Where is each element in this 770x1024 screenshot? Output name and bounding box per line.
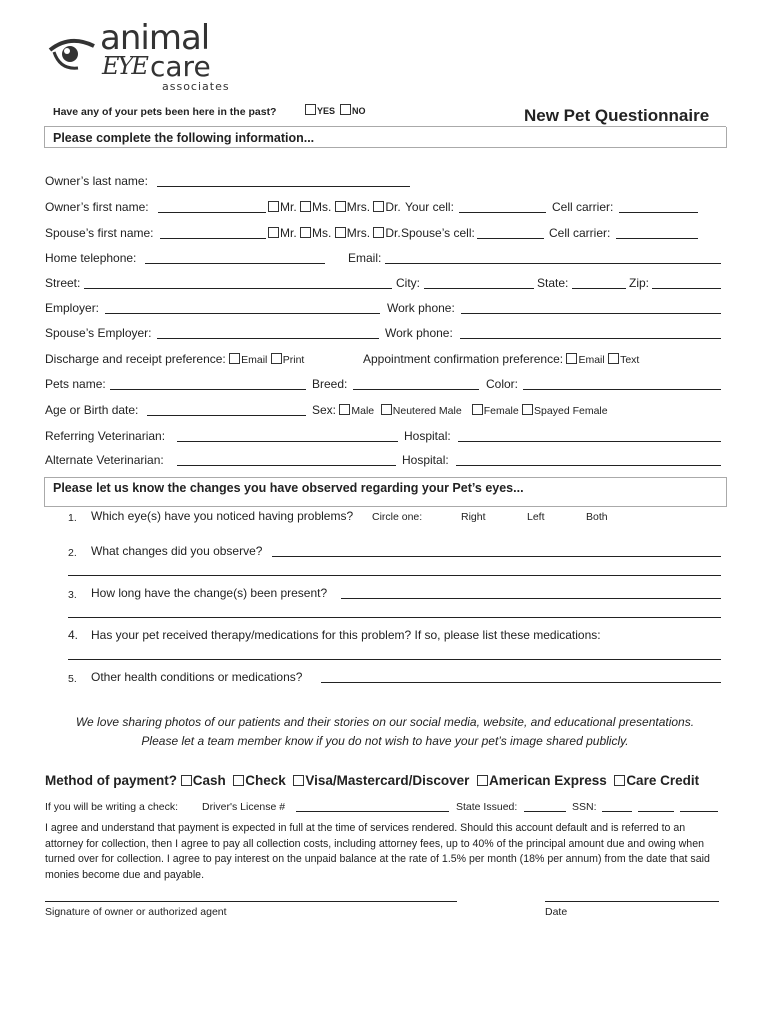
color-field[interactable]: [523, 389, 721, 390]
state-issued-label: State Issued:: [456, 801, 518, 813]
ms-checkbox[interactable]: [300, 201, 311, 212]
q1-number: 1.: [68, 512, 77, 524]
no-label: NO: [352, 106, 366, 116]
logo-associates: associates: [162, 80, 230, 93]
email-label: Email:: [348, 251, 382, 265]
state-issued-field[interactable]: [524, 811, 566, 812]
breed-field[interactable]: [353, 389, 479, 390]
mr-checkbox[interactable]: [268, 201, 279, 212]
spouse-work-phone-field[interactable]: [460, 338, 721, 339]
ssn-field-2[interactable]: [638, 811, 674, 812]
q5-text: Other health conditions or medications?: [91, 670, 303, 684]
eyes-heading: Please let us know the changes you have observed regarding your Pet’s eyes...: [53, 481, 524, 495]
referring-vet-field[interactable]: [177, 441, 398, 442]
photos-note-line-2: Please let a team member know if you do not wish to have your pet’s image shared publicly.: [141, 734, 629, 748]
eye-logo-icon: [48, 36, 98, 72]
ssn-label: SSN:: [572, 801, 597, 813]
owner-first-name-field[interactable]: [158, 212, 266, 213]
ssn-field-1[interactable]: [602, 811, 632, 812]
breed-label: Breed:: [312, 377, 348, 391]
spouse-ms-checkbox[interactable]: [300, 227, 311, 238]
spouse-first-name-label: Spouse’s first name:: [45, 226, 154, 240]
pets-name-field[interactable]: [110, 389, 306, 390]
female-checkbox[interactable]: [472, 404, 483, 415]
owner-last-name-label: Owner’s last name:: [45, 174, 148, 188]
spouse-work-phone-label: Work phone:: [385, 326, 453, 340]
spouse-cell-carrier-label: Cell carrier:: [549, 226, 611, 240]
q5-field[interactable]: [321, 682, 721, 683]
q4-text: Has your pet received therapy/medications for this problem? If so, please list these medications:: [91, 628, 601, 642]
your-cell-field[interactable]: [459, 212, 546, 213]
past-visit-question: Have any of your pets been here in the past?: [53, 106, 277, 118]
discharge-preference: Discharge and receipt preference: Email Print: [45, 352, 305, 366]
sex-options: Sex: Male Neutered Male Female Spayed Female: [312, 403, 608, 417]
q3-field-2[interactable]: [68, 617, 721, 618]
male-checkbox[interactable]: [339, 404, 350, 415]
ssn-field-3[interactable]: [680, 811, 718, 812]
state-field[interactable]: [572, 288, 626, 289]
age-label: Age or Birth date:: [45, 403, 139, 417]
spouse-cell-label: Spouse’s cell:: [401, 226, 475, 240]
zip-label: Zip:: [629, 276, 650, 290]
discharge-email-checkbox[interactable]: [229, 353, 240, 364]
q2-field-2[interactable]: [68, 575, 721, 576]
photos-note: [40, 713, 730, 751]
photos-note-line-1: We love sharing photos of our patients and their stories on our social media, website, and educational presentations.: [75, 715, 695, 729]
color-label: Color:: [486, 377, 519, 391]
alternate-vet-field[interactable]: [177, 465, 396, 466]
zip-field[interactable]: [652, 288, 721, 289]
employer-field[interactable]: [105, 313, 380, 314]
q2-field-1[interactable]: [272, 556, 721, 557]
q1-left-option[interactable]: Left: [527, 511, 545, 523]
logo-care: care: [150, 50, 211, 83]
work-phone-field[interactable]: [461, 313, 721, 314]
license-label: Driver's License #: [202, 801, 286, 813]
date-label: Date: [545, 906, 568, 918]
q5-number: 5.: [68, 673, 77, 685]
state-label: State:: [537, 276, 569, 290]
no-checkbox[interactable]: [340, 104, 351, 115]
payment-agreement: I agree and understand that payment is expected in full at the time of services rendered. Should this account default and is referred to an attorney for collection, then I agree to pay all collection costs, including attorney fees, up to 40% of the principal amount due and owing when turned over for collection. I agree to pay interest on the unpaid balance at the rate of 1.5% per month (18% per annum) from the date that said monies become due and payable.: [45, 822, 710, 881]
q1-right-option[interactable]: Right: [461, 511, 486, 523]
signature-label: Signature of owner or authorized agent: [45, 906, 227, 918]
q3-field-1[interactable]: [341, 598, 721, 599]
yes-label: YES: [317, 106, 336, 116]
q1-circle-one: Circle one:: [372, 511, 423, 523]
appointment-preference: Appointment confirmation preference: Email Text: [363, 352, 640, 366]
q4-field[interactable]: [68, 659, 721, 660]
instruction-text: Please complete the following information...: [53, 131, 315, 145]
alternate-hospital-field[interactable]: [456, 465, 721, 466]
amex-checkbox[interactable]: [477, 775, 488, 786]
q4-number: 4.: [68, 628, 79, 642]
check-checkbox[interactable]: [233, 775, 244, 786]
q3-text: How long have the change(s) been present?: [91, 586, 328, 600]
signature-field[interactable]: [45, 901, 457, 902]
cell-carrier-field[interactable]: [619, 212, 698, 213]
logo: [48, 18, 230, 94]
q2-text: What changes did you observe?: [91, 544, 263, 558]
payment-methods: Method of payment? Cash Check Visa/Mastercard/Discover American Express Care Credit: [45, 773, 700, 788]
spouse-dr-checkbox[interactable]: [373, 227, 384, 238]
email-field[interactable]: [385, 263, 721, 264]
owner-title-options: Mr. Ms. Mrs. Dr.: [268, 200, 401, 214]
employer-label: Employer:: [45, 301, 100, 315]
alternate-vet-label: Alternate Veterinarian:: [45, 453, 164, 467]
owner-first-name-label: Owner’s first name:: [45, 200, 149, 214]
appt-text-checkbox[interactable]: [608, 353, 619, 364]
cash-checkbox[interactable]: [181, 775, 192, 786]
dr-checkbox[interactable]: [373, 201, 384, 212]
spayed-checkbox[interactable]: [522, 404, 533, 415]
spouse-employer-label: Spouse’s Employer:: [45, 326, 152, 340]
age-field[interactable]: [147, 415, 306, 416]
appt-email-checkbox[interactable]: [566, 353, 577, 364]
referring-vet-label: Referring Veterinarian:: [45, 429, 166, 443]
care-credit-checkbox[interactable]: [614, 775, 625, 786]
spouse-employer-field[interactable]: [157, 338, 379, 339]
logo-animal: animal: [100, 18, 210, 58]
city-field[interactable]: [424, 288, 534, 289]
q2-number: 2.: [68, 547, 77, 559]
no-option[interactable]: [340, 104, 366, 118]
discharge-print-checkbox[interactable]: [271, 353, 282, 364]
work-phone-label: Work phone:: [387, 301, 455, 315]
yes-option[interactable]: [305, 104, 335, 118]
referring-hospital-label: Hospital:: [404, 429, 451, 443]
neutered-checkbox[interactable]: [381, 404, 392, 415]
alternate-hospital-label: Hospital:: [402, 453, 449, 467]
home-telephone-label: Home telephone:: [45, 251, 137, 265]
referring-hospital-field[interactable]: [458, 441, 721, 442]
mrs-checkbox[interactable]: [335, 201, 346, 212]
date-field[interactable]: [545, 901, 719, 902]
q1-both-option[interactable]: Both: [586, 511, 608, 523]
your-cell-label: Your cell:: [405, 200, 454, 214]
yes-checkbox[interactable]: [305, 104, 316, 115]
page-title: New Pet Questionnaire: [524, 106, 710, 125]
q3-number: 3.: [68, 589, 77, 601]
logo-eye: EYE: [102, 52, 147, 80]
home-telephone-field[interactable]: [145, 263, 325, 264]
city-label: City:: [396, 276, 420, 290]
pets-name-label: Pets name:: [45, 377, 106, 391]
spouse-mrs-checkbox[interactable]: [335, 227, 346, 238]
owner-last-name-field[interactable]: [157, 186, 410, 187]
check-line-label: If you will be writing a check:: [45, 801, 179, 813]
q1-text: Which eye(s) have you noticed having problems?: [91, 509, 354, 523]
spouse-cell-carrier-field[interactable]: [616, 238, 698, 239]
street-field[interactable]: [84, 288, 392, 289]
spouse-cell-field[interactable]: [477, 238, 544, 239]
spouse-mr-checkbox[interactable]: [268, 227, 279, 238]
license-field[interactable]: [296, 811, 449, 812]
visa-checkbox[interactable]: [293, 775, 304, 786]
cell-carrier-label: Cell carrier:: [552, 200, 614, 214]
spouse-title-options: Mr. Ms. Mrs. Dr.: [268, 226, 401, 240]
street-label: Street:: [45, 276, 81, 290]
spouse-first-name-field[interactable]: [160, 238, 266, 239]
